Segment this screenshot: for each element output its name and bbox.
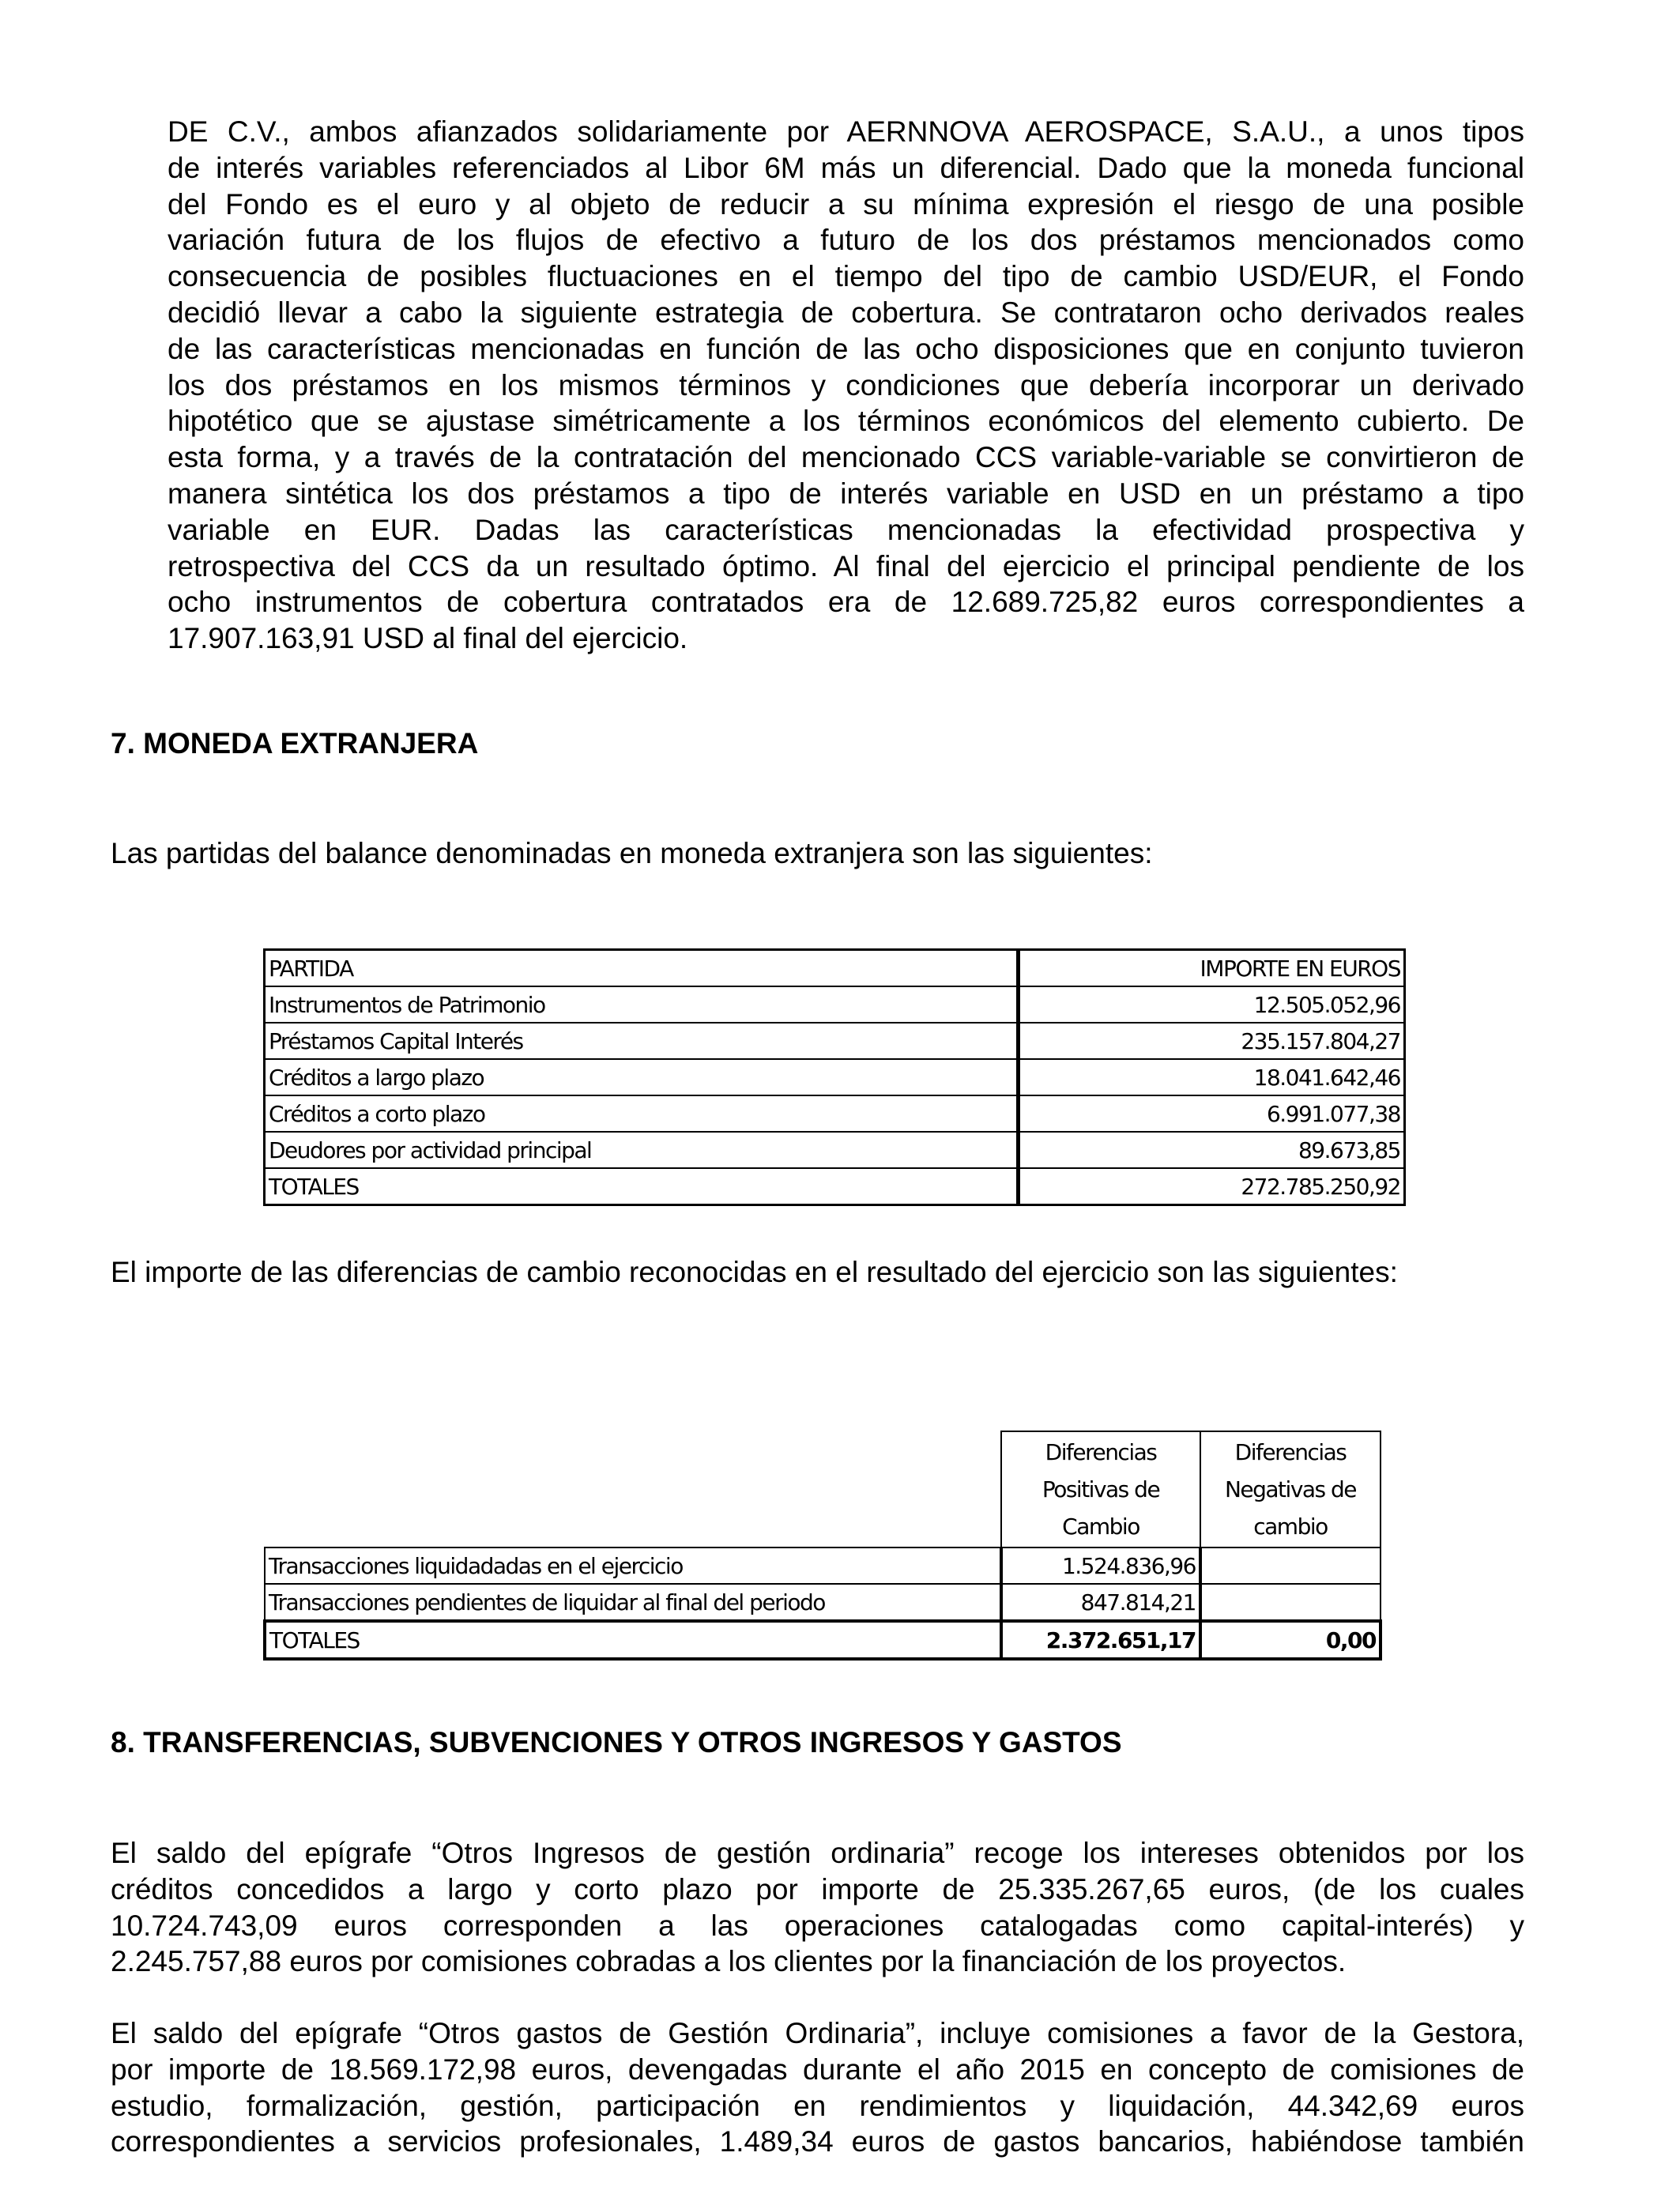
- text-line: retrospectiva del CCS da un resultado óptimo. Al final del ejercicio el principal pendiente de los: [168, 549, 1524, 582]
- text-line: de las características mencionadas en función de las ocho disposiciones que en conjunto tuvieron: [168, 332, 1524, 365]
- paragraph-other-expenses: [111, 2015, 1524, 2160]
- text-line: manera sintética los dos préstamos a tipo de interés variable en USD en un préstamo a tipo: [168, 477, 1524, 510]
- table-cell: Transacciones pendientes de liquidar al final del periodo: [265, 1584, 1001, 1621]
- table-cell: Créditos a corto plazo: [265, 1095, 1019, 1132]
- table-header-row: [265, 950, 1405, 987]
- table-row: [265, 1023, 1405, 1059]
- text-line: de interés variables referenciados al Libor 6M más un diferencial. Dado que la moneda funcional: [168, 151, 1524, 184]
- table-header-row: [265, 1431, 1381, 1547]
- text-line: hipotético que se ajustase simétricamente a los términos económicos del elemento cubierto. De: [168, 405, 1524, 438]
- table-cell: TOTALES: [265, 1621, 1001, 1659]
- table-cell: 89.673,85: [1019, 1132, 1405, 1168]
- table-cell: 6.991.077,38: [1019, 1095, 1405, 1132]
- text-line: El saldo del epígrafe “Otros gastos de Gestión Ordinaria”, incluye comisiones a favor de la Gestora,: [111, 2017, 1524, 2049]
- text-line: consecuencia de posibles fluctuaciones en el tiempo del tipo de cambio USD/EUR, el Fondo: [168, 260, 1524, 293]
- text-line: ocho instrumentos de cobertura contratados era de 12.689.725,82 euros correspondientes a: [168, 586, 1524, 619]
- table-cell: Créditos a largo plazo: [265, 1059, 1019, 1095]
- exchange-differences-table: [263, 1431, 1382, 1661]
- text-line: correspondientes a servicios profesionales, 1.489,34 euros de gastos bancarios, habiéndose también: [111, 2125, 1524, 2158]
- table-cell: Transacciones liquidadadas en el ejercicio: [265, 1547, 1001, 1584]
- table-cell: TOTALES: [265, 1168, 1019, 1205]
- table-header-cell: Diferencias Positivas de Cambio: [1001, 1431, 1200, 1547]
- table-header-cell: [265, 1431, 1001, 1547]
- foreign-currency-items-table: [263, 948, 1406, 1206]
- table-row: [265, 1547, 1381, 1584]
- text-line: estudio, formalización, gestión, participación en rendimientos y liquidación, 44.342,69 euros: [111, 2089, 1524, 2122]
- paragraph-other-income: [111, 1835, 1524, 1980]
- table-cell: 847.814,21: [1001, 1584, 1200, 1621]
- table-row: [265, 986, 1405, 1023]
- text-line: por importe de 18.569.172,98 euros, devengadas durante el año 2015 en concepto de comisiones de: [111, 2053, 1524, 2086]
- text-line: 17.907.163,91 USD al final del ejercicio.: [168, 622, 688, 655]
- section-heading-7: 7. MONEDA EXTRANJERA: [111, 727, 479, 760]
- table-cell: 2.372.651,17: [1001, 1621, 1200, 1659]
- text-line: DE C.V., ambos afianzados solidariamente por AERNNOVA AEROSPACE, S.A.U., a unos tipos: [168, 115, 1524, 148]
- table-cell: Préstamos Capital Interés: [265, 1023, 1019, 1059]
- text-line: 10.724.743,09 euros corresponden a las operaciones catalogadas como capital-interés) y: [111, 1909, 1524, 1942]
- text-line: los dos préstamos en los mismos términos y condiciones que debería incorporar un derivado: [168, 368, 1524, 401]
- table-cell: [1200, 1547, 1381, 1584]
- text-line: del Fondo es el euro y al objeto de reducir a su mínima expresión el riesgo de una posible: [168, 187, 1524, 221]
- table-cell: 12.505.052,96: [1019, 986, 1405, 1023]
- text-line: variación futura de los flujos de efectivo a futuro de los dos préstamos mencionados como: [168, 224, 1524, 257]
- table-cell: Instrumentos de Patrimonio: [265, 986, 1019, 1023]
- section-heading-8: 8. TRANSFERENCIAS, SUBVENCIONES Y OTROS INGRESOS Y GASTOS: [111, 1726, 1122, 1759]
- table-cell: 0,00: [1200, 1621, 1381, 1659]
- paragraph-hedging-strategy: [168, 114, 1524, 657]
- table-header-cell: PARTIDA: [265, 950, 1019, 987]
- table-row: [265, 1584, 1381, 1621]
- text-line: esta forma, y a través de la contratación del mencionado CCS variable-variable se convirtieron de: [168, 441, 1524, 474]
- table-total-row: [265, 1621, 1381, 1659]
- text-line: 2.245.757,88 euros por comisiones cobradas a los clientes por la financiación de los proyectos.: [111, 1945, 1347, 1978]
- table-header-cell: IMPORTE EN EUROS: [1019, 950, 1405, 987]
- table-header-cell: Diferencias Negativas de cambio: [1200, 1431, 1381, 1547]
- text-line: decidió llevar a cabo la siguiente estrategia de cobertura. Se contrataron ocho derivados reales: [168, 296, 1524, 329]
- table1-intro: Las partidas del balance denominadas en moneda extranjera son las siguientes:: [111, 837, 1153, 869]
- table-row: [265, 1095, 1405, 1132]
- text-line: El saldo del epígrafe “Otros Ingresos de gestión ordinaria” recoge los intereses obtenidos por los: [111, 1837, 1524, 1869]
- table-cell: 272.785.250,92: [1019, 1168, 1405, 1205]
- text-line: créditos concedidos a largo y corto plazo por importe de 25.335.267,65 euros, (de los cuales: [111, 1872, 1524, 1906]
- text-line: variable en EUR. Dadas las características mencionadas la efectividad prospectiva y: [168, 513, 1524, 546]
- table-cell: Deudores por actividad principal: [265, 1132, 1019, 1168]
- table-cell: 1.524.836,96: [1001, 1547, 1200, 1584]
- table-cell: 235.157.804,27: [1019, 1023, 1405, 1059]
- table-cell: 18.041.642,46: [1019, 1059, 1405, 1095]
- table-row: [265, 1059, 1405, 1095]
- table-row: [265, 1132, 1405, 1168]
- table-total-row: [265, 1168, 1405, 1205]
- table2-intro: El importe de las diferencias de cambio reconocidas en el resultado del ejercicio son las siguientes:: [111, 1256, 1398, 1288]
- table-cell: [1200, 1584, 1381, 1621]
